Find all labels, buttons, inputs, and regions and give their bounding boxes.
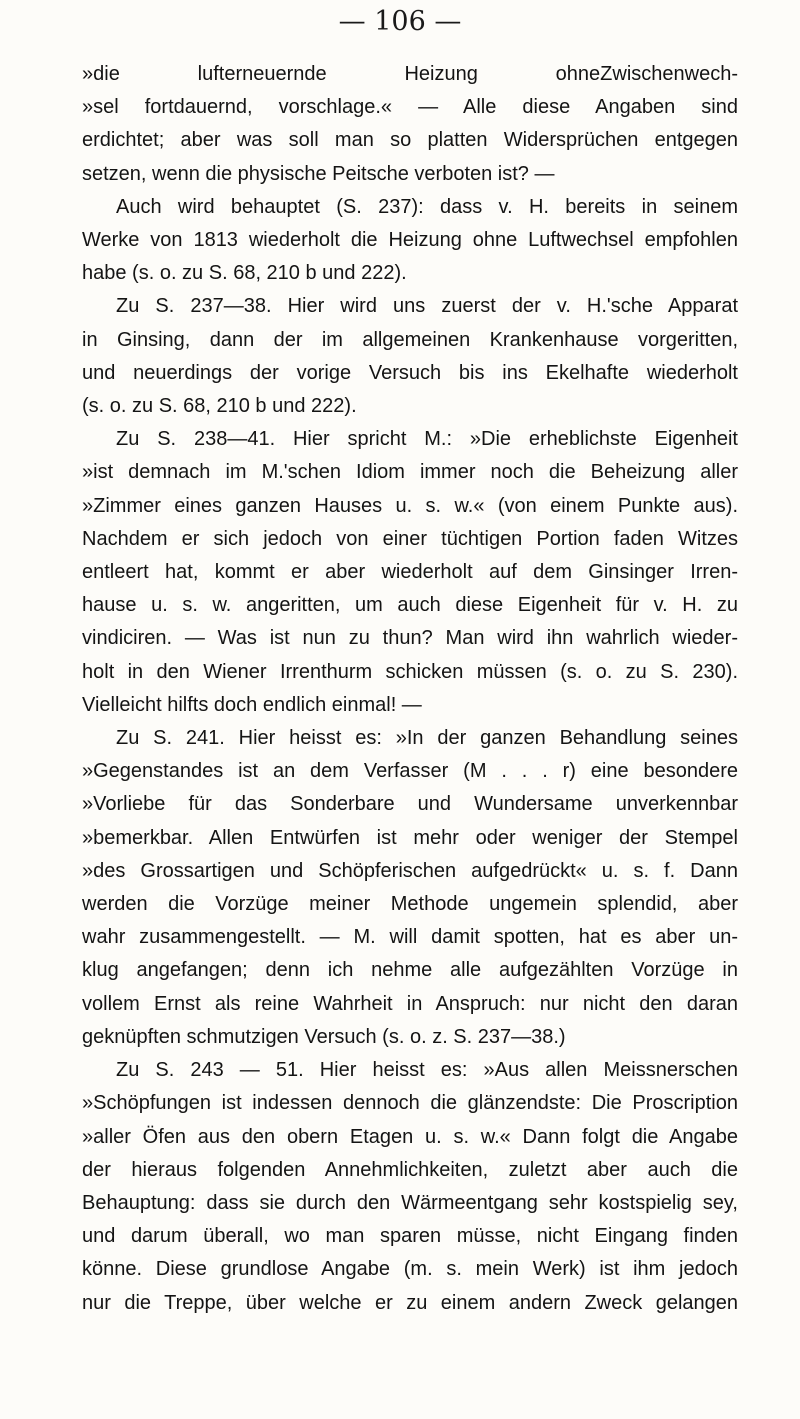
text-line: nur die Treppe, über welche er zu einem andern Zweck gelangen [82, 1291, 738, 1314]
text-line: »Vorliebe für das Sonderbare und Wundersame unverkennbar [82, 793, 738, 816]
text-line: Behauptung: dass sie durch den Wärmeentgang sehr kostspielig sey, [82, 1191, 738, 1214]
text-line: hause u. s. w. angeritten, um auch diese Eigenheit für v. H. zu [82, 594, 738, 617]
text-line: »sel fortdauernd, vorschlage.« — Alle diese Angaben sind [82, 96, 738, 119]
text-line: »ist demnach im M.'schen Idiom immer noch die Beheizung aller [82, 461, 738, 484]
text-line: entleert hat, kommt er aber wiederholt auf dem Ginsinger Irren- [82, 561, 738, 584]
text-line: Zu S. 243 — 51. Hier heisst es: »Aus allen Meissnerschen [116, 1059, 738, 1082]
text-line: Zu S. 238—41. Hier spricht M.: »Die erheblichste Eigenheit [116, 428, 738, 451]
text-line: »des Grossartigen und Schöpferischen aufgedrückt« u. s. f. Dann [82, 859, 738, 882]
text-line: klug angefangen; denn ich nehme alle aufgezählten Vorzüge in [82, 959, 738, 982]
text-line: »Gegenstandes ist an dem Verfasser (M . . . r) eine besondere [82, 760, 738, 783]
text-line: Nachdem er sich jedoch von einer tüchtigen Portion faden Witzes [82, 527, 738, 550]
text-line: habe (s. o. zu S. 68, 210 b und 222). [82, 262, 407, 285]
page-header: — 106 — [338, 6, 462, 37]
text-line: Auch wird behauptet (S. 237): dass v. H. bereits in seinem [116, 195, 738, 218]
text-line: und neuerdings der vorige Versuch bis ins Ekelhafte wiederholt [82, 361, 738, 384]
text-line: und darum überall, wo man sparen müsse, nicht Eingang finden [82, 1225, 738, 1248]
text-line: werden die Vorzüge meiner Methode ungemein splendid, aber [82, 893, 738, 916]
text-line: Zu S. 241. Hier heisst es: »In der ganzen Behandlung seines [116, 727, 738, 750]
text-line: »bemerkbar. Allen Entwürfen ist mehr oder weniger der Stempel [82, 826, 738, 849]
text-line: »aller Öfen aus den obern Etagen u. s. w.« Dann folgt die Angabe [82, 1125, 738, 1148]
text-line: »Zimmer eines ganzen Hauses u. s. w.« (von einem Punkte aus). [82, 494, 738, 517]
text-line: vollem Ernst als reine Wahrheit in Anspruch: nur nicht den daran [82, 992, 738, 1015]
text-line: wahr zusammengestellt. — M. will damit spotten, hat es aber un- [82, 926, 738, 949]
text-line: Vielleicht hilfts doch endlich einmal! — [82, 693, 422, 716]
text-line: holt in den Wiener Irrenthurm schicken müssen (s. o. zu S. 230). [82, 660, 738, 683]
text-line: geknüpften schmutzigen Versuch (s. o. z. S. 237—38.) [82, 1025, 566, 1048]
text-line: Zu S. 237—38. Hier wird uns zuerst der v. H.'sche Apparat [116, 295, 738, 318]
text-line: Werke von 1813 wiederholt die Heizung ohne Luftwechsel empfohlen [82, 229, 738, 252]
text-line: in Ginsing, dann der im allgemeinen Krankenhause vorgeritten, [82, 328, 738, 351]
text-line: »die lufterneuernde Heizung ohneZwischenwech- [82, 63, 738, 85]
text-line: setzen, wenn die physische Peitsche verboten ist? — [82, 162, 555, 185]
body-text [82, 58, 738, 1320]
text-line: der hieraus folgenden Annehmlichkeiten, zuletzt aber auch die [82, 1158, 738, 1181]
text-line: »Schöpfungen ist indessen dennoch die glänzendste: Die Proscription [82, 1092, 738, 1115]
text-line: erdichtet; aber was soll man so platten Widersprüchen entgegen [82, 129, 738, 152]
text-line: vindiciren. — Was ist nun zu thun? Man wird ihn wahrlich wieder- [82, 627, 738, 650]
text-line: könne. Diese grundlose Angabe (m. s. mein Werk) ist ihm jedoch [82, 1258, 738, 1281]
text-line: (s. o. zu S. 68, 210 b und 222). [82, 395, 357, 418]
